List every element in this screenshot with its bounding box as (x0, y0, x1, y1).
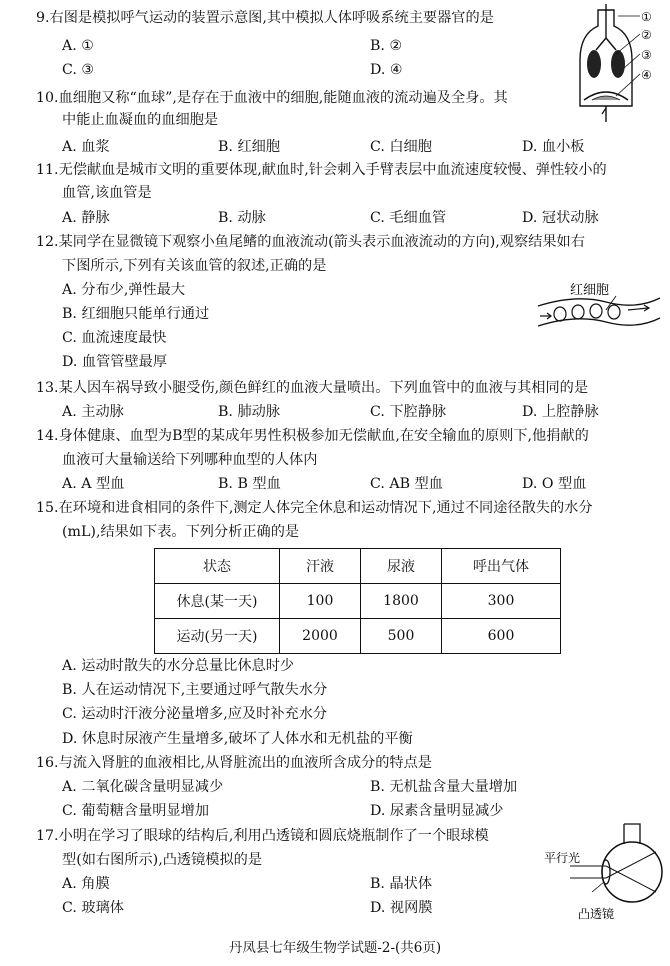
q12-stem-line2: 下图所示,下列有关该血管的叙述,正确的是 (62, 258, 327, 274)
q9-option-a: A. ① (62, 38, 94, 54)
table-cell: 600 (442, 619, 561, 654)
q13-option-c: C. 下腔静脉 (370, 404, 447, 420)
q9-option-d: D. ④ (370, 62, 403, 78)
bell-label-1: ① (641, 10, 652, 24)
q16-stem: 16.与流入肾脏的血液相比,从肾脏流出的血液所含成分的特点是 (36, 755, 432, 771)
q17-option-d: D. 视网膜 (370, 900, 433, 916)
q10-stem-line2: 中能止血凝血的血细胞是 (62, 112, 219, 128)
q15-option-b: B. 人在运动情况下,主要通过呼气散失水分 (62, 682, 328, 698)
table-header-cell: 尿液 (361, 549, 442, 584)
q13-option-a: A. 主动脉 (62, 404, 124, 420)
q15-stem-line1: 15.在环境和进食相同的条件下,测定人体完全休息和运动情况下,通过不同途径散失的水分 (36, 500, 593, 516)
eye-model-figure (540, 820, 664, 924)
table-header-row (155, 549, 561, 584)
q14-stem-line1: 14.身体健康、血型为B型的某成年男性积极参加无偿献血,在安全输血的原则下,他捐献的 (36, 428, 589, 444)
q11-option-d: D. 冠状动脉 (522, 210, 599, 226)
q11-stem-line2: 血管,该血管是 (62, 185, 152, 201)
table-cell: 休息(某一天) (155, 584, 280, 619)
q17-stem-line1: 17.小明在学习了眼球的结构后,利用凸透镜和圆底烧瓶制作了一个眼球模 (36, 828, 489, 844)
q14-option-d: D. O 型血 (522, 476, 587, 492)
table-header-cell: 状态 (155, 549, 280, 584)
q11-stem-line1: 11.无偿献血是城市文明的重要体现,献血时,针会刺入手臂表层中血流速度较慢、弹性较小的 (36, 162, 607, 178)
q14-option-c: C. AB 型血 (370, 476, 443, 492)
convex-lens-label: 凸透镜 (578, 907, 615, 921)
table-cell: 1800 (361, 584, 442, 619)
q12-option-b: B. 红细胞只能单行通过 (62, 306, 210, 322)
bell-label-3: ③ (641, 48, 652, 62)
q12-option-a: A. 分布少,弹性最大 (62, 282, 186, 298)
table-header-cell: 汗液 (280, 549, 361, 584)
q16-option-a: A. 二氧化碳含量明显减少 (62, 779, 224, 795)
page-footer: 丹凤县七年级生物学试题-2-(共6页) (228, 940, 442, 956)
q17-option-b: B. 晶状体 (370, 876, 433, 892)
q15-option-c: C. 运动时汗液分泌量增多,应及时补充水分 (62, 706, 328, 722)
q12-option-d: D. 血管管壁最厚 (62, 354, 168, 370)
q14-stem-line2: 血液可大量输送给下列哪种血型的人体内 (62, 452, 318, 468)
q13-stem: 13.某人因车祸导致小腿受伤,颜色鲜红的血液大量喷出。下列血管中的血液与其相同的是 (36, 380, 589, 396)
q10-option-b: B. 红细胞 (218, 139, 281, 155)
q13-option-b: B. 肺动脉 (218, 404, 281, 420)
q16-option-b: B. 无机盐含量大量增加 (370, 779, 518, 795)
q10-option-a: A. 血浆 (62, 139, 110, 155)
q9-stem: 9.右图是模拟呼气运动的装置示意图,其中模拟人体呼吸系统主要器官的是 (36, 10, 494, 26)
table-cell: 100 (280, 584, 361, 619)
q12-stem-line1: 12.某同学在显微镜下观察小鱼尾鳍的血液流动(箭头表示血液流动的方向),观察结果如右 (36, 234, 585, 250)
q16-option-d: D. 尿素含量明显减少 (370, 803, 504, 819)
q17-option-a: A. 角膜 (62, 876, 110, 892)
table-row (155, 584, 561, 619)
q13-option-d: D. 上腔静脉 (522, 404, 599, 420)
table-cell: 运动(另一天) (155, 619, 280, 654)
bell-jar-figure (570, 4, 662, 134)
q10-option-c: C. 白细胞 (370, 139, 432, 155)
q9-option-c: C. ③ (62, 62, 95, 78)
q14-option-b: B. B 型血 (218, 476, 281, 492)
table-header-cell: 呼出气体 (442, 549, 561, 584)
q14-option-a: A. A 型血 (62, 476, 125, 492)
water-loss-table (154, 548, 561, 654)
q15-option-d: D. 休息时尿液产生量增多,破坏了人体水和无机盐的平衡 (62, 731, 413, 747)
bell-label-4: ④ (641, 68, 652, 82)
q16-option-c: C. 葡萄糖含量明显增加 (62, 803, 210, 819)
table-cell: 2000 (280, 619, 361, 654)
q11-option-b: B. 动脉 (218, 210, 266, 226)
q11-option-c: C. 毛细血管 (370, 210, 447, 226)
q11-option-a: A. 静脉 (62, 210, 110, 226)
red-blood-cell-label: 红细胞 (570, 283, 610, 298)
q9-option-b: B. ② (370, 38, 403, 54)
q12-option-c: C. 血流速度最快 (62, 330, 167, 346)
q10-stem-line1: 10.血细胞又称“血球”,是存在于血液中的细胞,能随血液的流动遍及全身。其 (36, 90, 508, 106)
q10-option-d: D. 血小板 (522, 139, 585, 155)
table-row (155, 619, 561, 654)
bell-label-2: ② (641, 28, 652, 42)
q17-option-c: C. 玻璃体 (62, 900, 124, 916)
q15-option-a: A. 运动时散失的水分总量比休息时少 (62, 658, 295, 674)
table-cell: 300 (442, 584, 561, 619)
table-cell: 500 (361, 619, 442, 654)
capillary-figure (536, 280, 662, 338)
q15-stem-line2: (mL),结果如下表。下列分析正确的是 (62, 524, 300, 540)
parallel-light-label: 平行光 (544, 851, 581, 865)
q17-stem-line2: 型(如右图所示),凸透镜模拟的是 (62, 852, 263, 868)
